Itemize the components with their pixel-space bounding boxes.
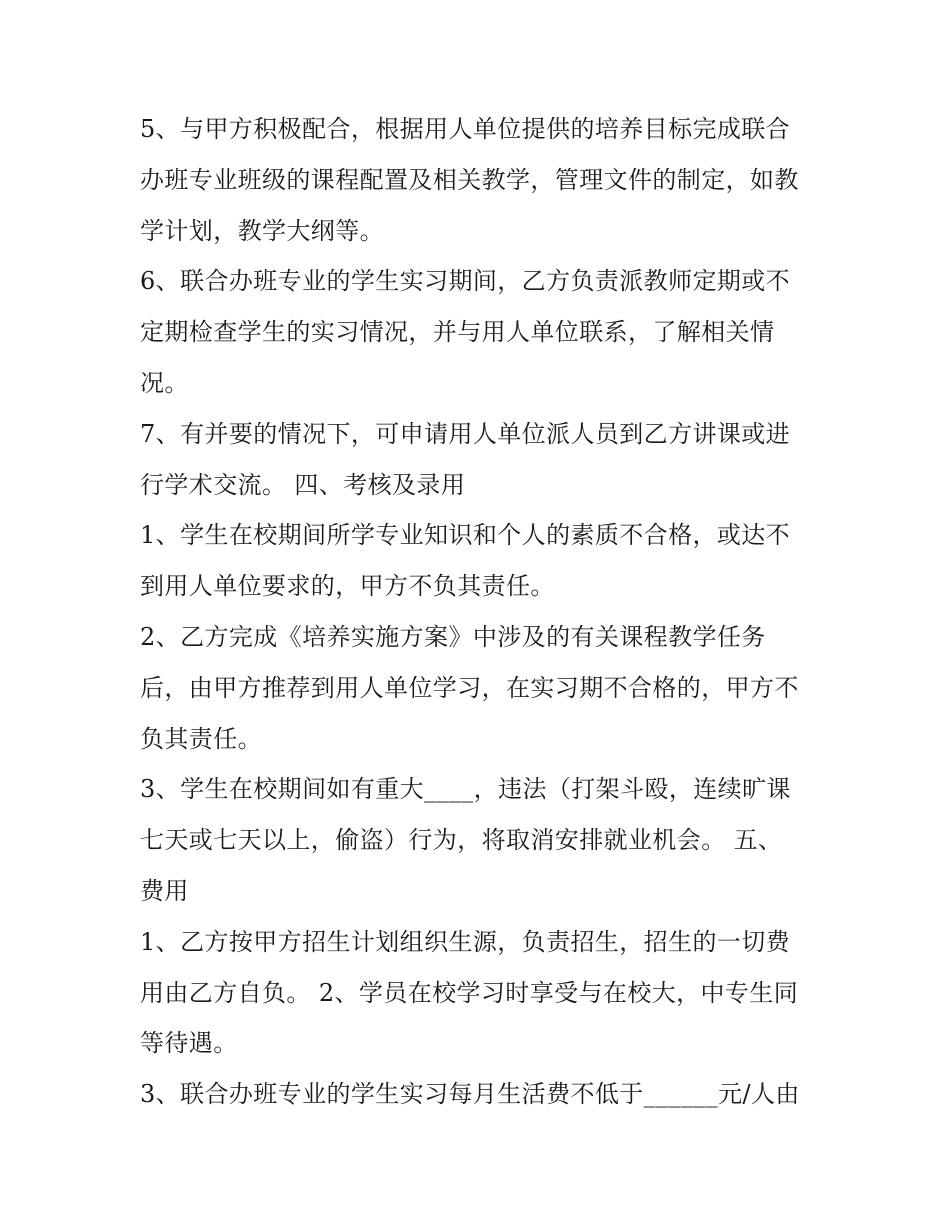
- text-line: 1、学生在校期间所学专业知识和个人的素质不合格，或达不: [140, 521, 791, 550]
- text-line: 等待遇。: [140, 1029, 238, 1058]
- text-line: 3、联合办班专业的学生实习每月生活费不低于______元/人由: [140, 1080, 800, 1109]
- text-line: 到用人单位要求的，甲方不负其责任。: [140, 572, 555, 601]
- text-line: 学计划，教学大纲等。: [140, 216, 384, 245]
- text-line: 7、有并要的情况下，可申请用人单位派人员到乙方讲课或进: [140, 419, 791, 448]
- text-line: 况。: [140, 368, 189, 397]
- text-line: 费用: [140, 876, 189, 905]
- document-body: [140, 104, 820, 1120]
- text-line: 办班专业班级的课程配置及相关教学，管理文件的制定，如教: [140, 165, 799, 194]
- text-line: 七天或七天以上，偷盗）行为，将取消安排就业机会。 五、: [140, 826, 783, 855]
- text-line: 6、联合办班专业的学生实习期间，乙方负责派教师定期或不: [140, 267, 791, 296]
- text-line: 5、与甲方积极配合，根据用人单位提供的培养目标完成联合: [140, 115, 791, 143]
- text-line: 行学术交流。 四、考核及录用: [140, 470, 466, 499]
- text-line: 后，由甲方推荐到用人单位学习，在实习期不合格的，甲方不: [140, 673, 799, 702]
- text-line: 定期检查学生的实习情况，并与用人单位联系，了解相关情: [140, 318, 775, 347]
- text-line: 负其责任。: [140, 724, 262, 753]
- text-line: 1、乙方按甲方招生计划组织生源，负责招生，招生的一切费: [140, 927, 791, 956]
- text-line: 3、学生在校期间如有重大____，违法（打架斗殴，连续旷课: [140, 775, 791, 804]
- text-line: 2、乙方完成《培养实施方案》中涉及的有关课程教学任务: [140, 622, 766, 651]
- text-line: 用由乙方自负。 2、学员在校学习时享受与在校大，中专生同: [140, 978, 799, 1007]
